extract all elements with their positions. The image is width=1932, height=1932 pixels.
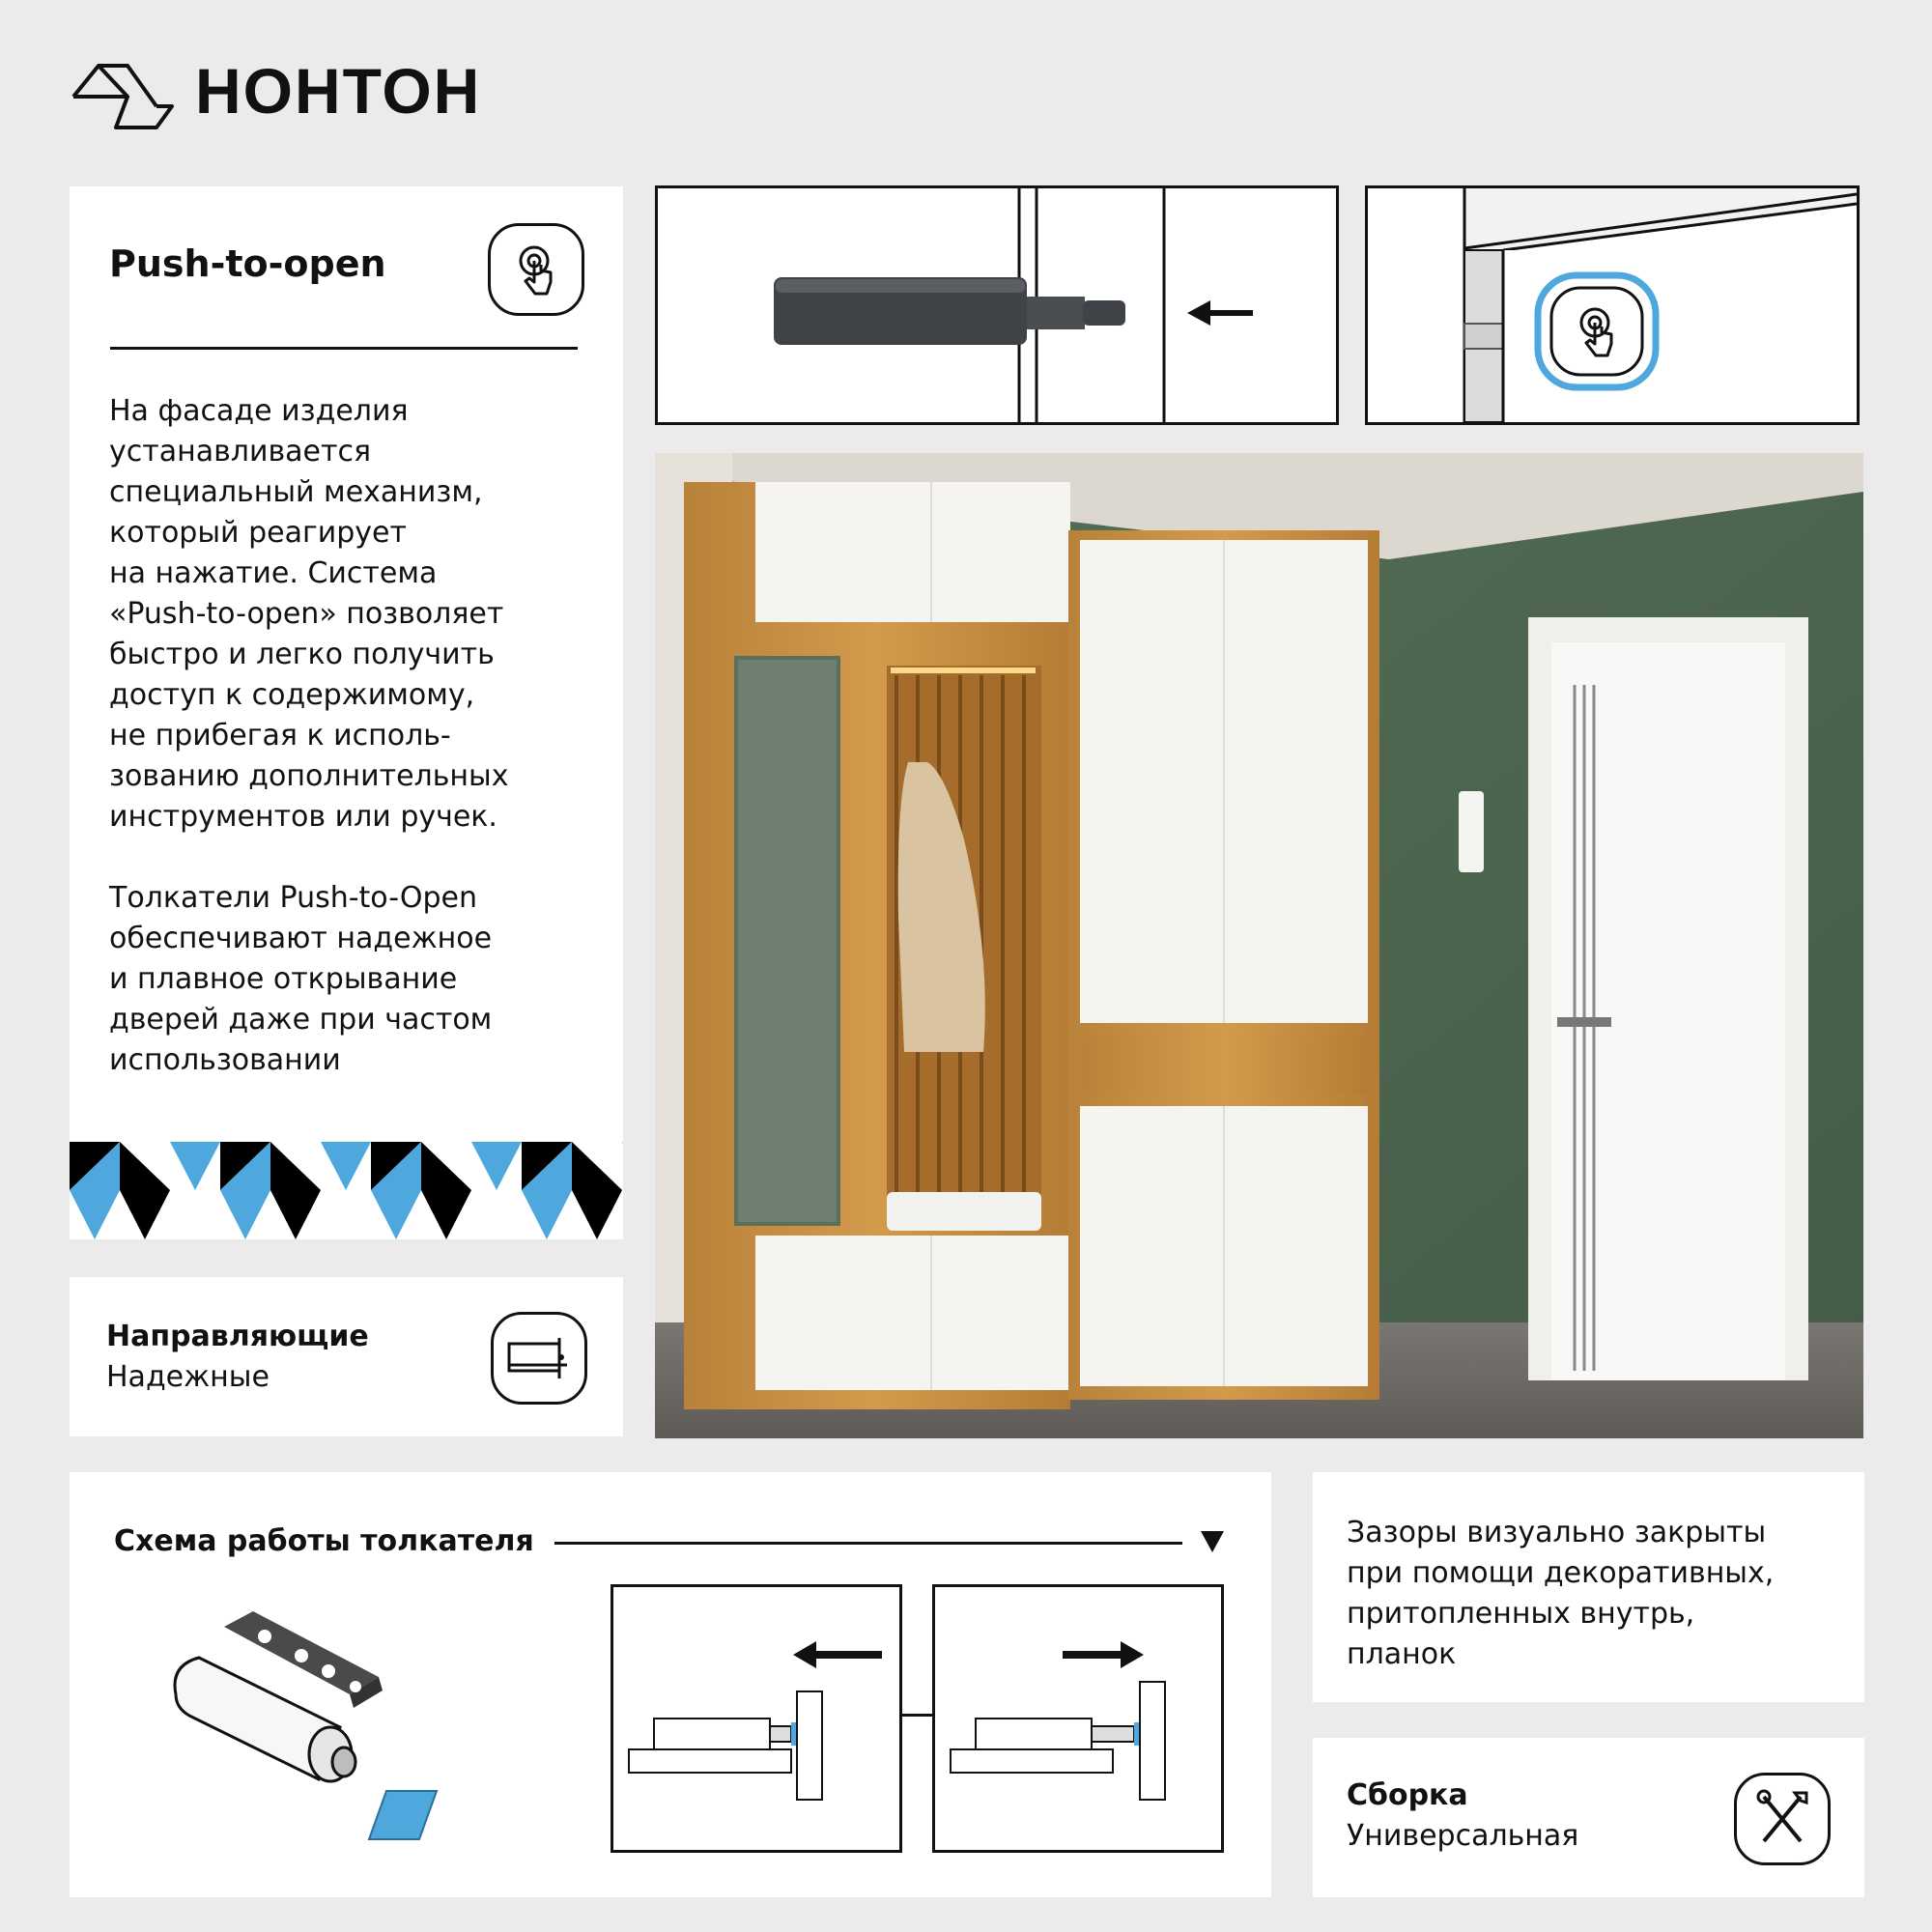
push-card-paragraph-2: Толкатели Push-to-Open обеспечивают надежное и плавное открывание дверей даже при частом использовании (109, 881, 493, 1077)
touch-hand-icon (491, 226, 582, 313)
tools-icon (1737, 1776, 1828, 1862)
scheme-step-1 (611, 1584, 902, 1853)
brand-name: НОНТОН (195, 55, 482, 127)
assembly-icon-badge (1734, 1773, 1831, 1865)
drawer-slide-icon (494, 1315, 584, 1402)
push-to-open-card (70, 186, 623, 1239)
gaps-card (1313, 1472, 1864, 1702)
scheme-connector (899, 1714, 932, 1717)
guides-card (70, 1277, 623, 1436)
triangle-pattern (70, 1142, 623, 1239)
guides-icon-badge (491, 1312, 587, 1405)
gaps-text: Зазоры визуально закрыты при помощи декоративных, притопленных внутрь, планок (1347, 1516, 1775, 1671)
brand-logo (70, 54, 553, 131)
guides-title: Направляющие (106, 1320, 369, 1353)
push-card-paragraph-1: На фасаде изделия устанавливается специальный механизм, который реагирует на нажатие. Система «Push-to-open» позволяет быстро и легко получить доступ к содержимому, не прибегая к исполь- зованию дополнительных инструментов или ручек. (109, 394, 509, 834)
assembly-card (1313, 1738, 1864, 1897)
scheme-card (70, 1472, 1271, 1897)
push-card-title: Push-to-open (109, 242, 386, 285)
assembly-subtitle: Универсальная (1347, 1819, 1579, 1853)
pusher-diagram (655, 185, 1339, 425)
triangle-down-icon (1200, 1530, 1225, 1553)
nonton-logo-icon (70, 58, 176, 131)
scheme-step-2 (932, 1584, 1224, 1853)
door-push-diagram (1365, 185, 1860, 425)
guides-subtitle: Надежные (106, 1360, 270, 1394)
assembly-title: Сборка (1347, 1778, 1468, 1812)
scheme-title: Схема работы толкателя (114, 1524, 534, 1558)
pusher-parts-illustration (156, 1607, 524, 1878)
push-arrow-icon (1187, 300, 1253, 326)
push-icon-badge (488, 223, 584, 316)
scheme-title-line (554, 1542, 1182, 1545)
push-card-divider (110, 347, 578, 350)
hallway-photo (655, 453, 1863, 1438)
